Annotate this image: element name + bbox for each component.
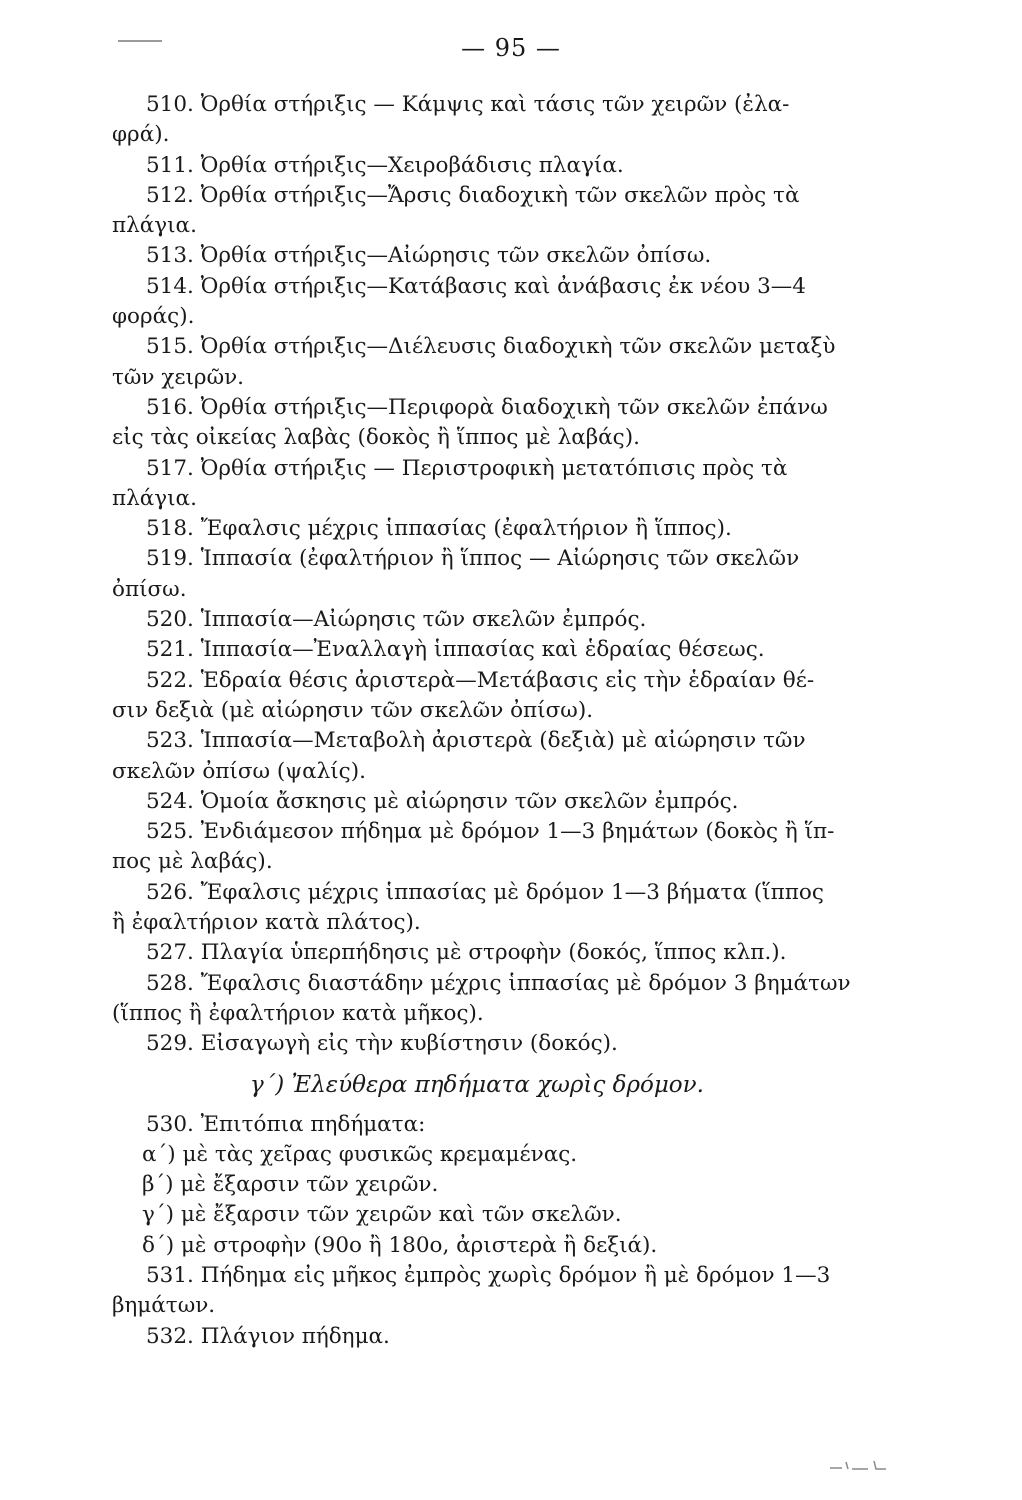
text-line: 515. Ὀρθία στήριξις—Διέλευσις διαδοχικὴ τῶν σκελῶν μεταξὺ [146,334,836,360]
text-line: 518. Ἔφαλσις μέχρις ἱππασίας (ἐφαλτήριον ἢ ἵππος). [146,516,732,542]
text-line: 522. Ἑδραία θέσις ἀριστερὰ—Μετάβασις εἰς τὴν ἑδραίαν θέ- [146,667,815,693]
text-line: 527. Πλαγία ὑπερπήδησις μὲ στροφὴν (δοκός, ἵππος κλπ.). [146,940,787,966]
text-line: 521. Ἱππασία—Ἐναλλαγὴ ἱππασίας καὶ ἑδραίας θέσεως. [146,637,765,663]
text-line: 519. Ἱππασία (ἐφαλτήριον ἢ ἵππος — Αἰώρησις τῶν σκελῶν [146,546,800,572]
text-line: 526. Ἔφαλσις μέχρις ἱππασίας μὲ δρόμον 1—3 βήματα (ἵππος [146,879,824,905]
text-line: 514. Ὀρθία στήριξις—Κατάβασις καὶ ἀνάβασις ἐκ νέου 3—4 [146,273,806,299]
text-line: εἰς τὰς οἰκείας λαβὰς (δοκὸς ἢ ἵππος μὲ λαβάς). [112,425,640,451]
text-line: ἢ ἐφαλτήριον κατὰ πλάτος). [112,910,421,936]
body-text [112,90,912,1352]
text-line: 520. Ἱππασία—Αἰώρησις τῶν σκελῶν ἐμπρός. [146,607,647,633]
text-line: 525. Ἐνδιάμεσον πήδημα μὲ δρόμον 1—3 βημάτων (δοκὸς ἢ ἵπ- [146,819,835,845]
text-line: 510. Ὀρθία στήριξις — Κάμψις καὶ τάσις τῶν χειρῶν (ἐλα- [146,92,790,117]
text-line: 516. Ὀρθία στήριξις—Περιφορὰ διαδοχικὴ τῶν σκελῶν ἐπάνω [146,394,828,420]
list-item: γ΄) μὲ ἔξαρσιν τῶν χειρῶν καὶ τῶν σκελῶν. [142,1202,622,1228]
text-line: 512. Ὀρθία στήριξις—Ἄρσις διαδοχικὴ τῶν σκελῶν πρὸς τὰ [146,182,800,208]
text-line: σιν δεξιὰ (μὲ αἰώρησιν τῶν σκελῶν ὀπίσω). [112,697,594,723]
list-item: δ΄) μὲ στροφὴν (90ο ἢ 180ο, ἀριστερὰ ἢ δεξιά). [142,1232,658,1258]
text-line: 530. Ἐπιτόπια πηδήματα: [146,1111,426,1137]
text-line: φοράς). [112,304,195,330]
text-line: 511. Ὀρθία στήριξις—Χειροβάδισις πλαγία. [146,152,624,178]
text-line: 529. Εἰσαγωγὴ εἰς τὴν κυβίστησιν (δοκός). [146,1031,618,1057]
text-line: (ἵππος ἢ ἐφαλτήριον κατὰ μῆκος). [112,1000,484,1026]
text-line: 523. Ἱππασία—Μεταβολὴ ἀριστερὰ (δεξιὰ) μὲ αἰώρησιν τῶν [146,728,806,754]
text-line: 532. Πλάγιον πήδημα. [146,1323,390,1349]
text-line: 531. Πήδημα εἰς μῆκος ἐμπρὸς χωρὶς δρόμον ἢ μὲ δρόμον 1—3 [146,1262,831,1288]
stray-ink-mark [828,1458,888,1472]
text-line: πος μὲ λαβάς). [112,849,273,875]
list-item: β΄) μὲ ἔξαρσιν τῶν χειρῶν. [142,1172,439,1198]
text-line: 528. Ἔφαλσις διαστάδην μέχρις ἱππασίας μὲ δρόμον 3 βημάτων [146,970,851,996]
text-line: 524. Ὁμοία ἄσκησις μὲ αἰώρησιν τῶν σκελῶν ἐμπρός. [146,788,739,814]
section-heading: γ΄) Ἐλεύθερα πηδήματα χωρὶς δρόμον. [250,1071,704,1098]
text-line: 513. Ὀρθία στήριξις—Αἰώρησις τῶν σκελῶν ὀπίσω. [146,243,712,269]
text-line: τῶν χειρῶν. [112,364,245,390]
text-line: βημάτων. [112,1293,216,1319]
text-line: φρά). [112,122,170,148]
text-line: πλάγια. [112,213,197,239]
list-item: α΄) μὲ τὰς χεῖρας φυσικῶς κρεμαμένας. [142,1141,578,1167]
text-line: 517. Ὀρθία στήριξις — Περιστροφικὴ μετατόπισις πρὸς τὰ [146,455,788,481]
text-line: ὀπίσω. [112,576,187,602]
text-line: πλάγια. [112,485,197,511]
page-number: — 95 — [461,34,561,62]
text-line: σκελῶν ὀπίσω (ψαλίς). [112,758,366,784]
